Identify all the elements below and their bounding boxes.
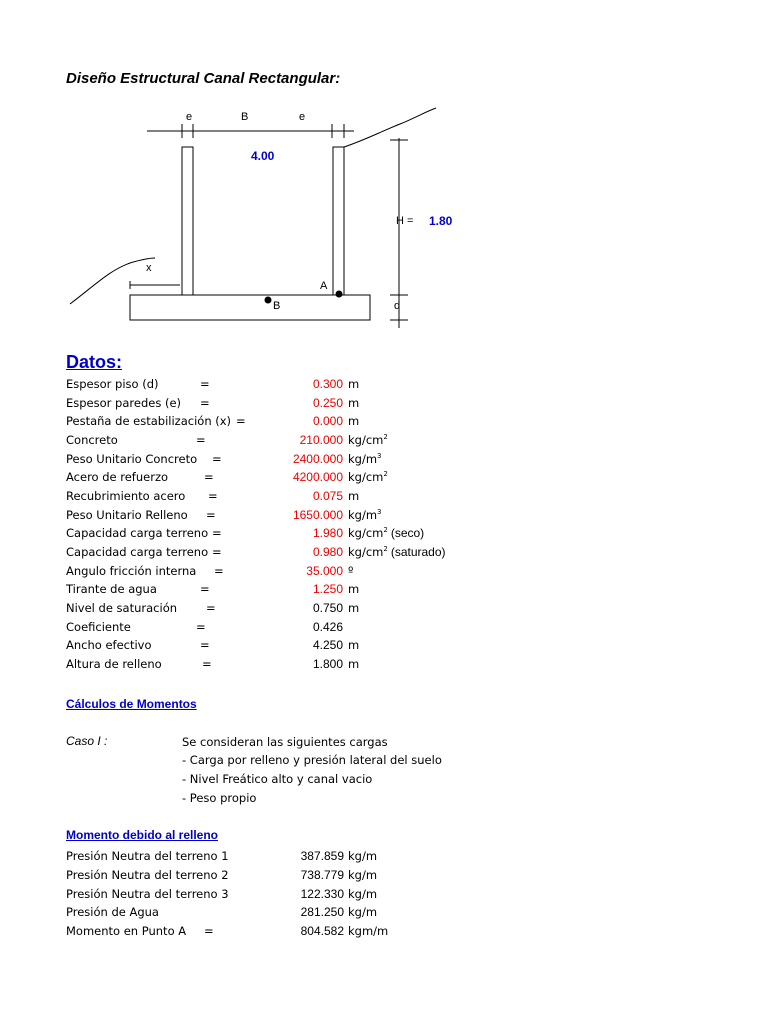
momento-heading: Momento debido al relleno bbox=[66, 828, 219, 842]
momento-unit: kg/m bbox=[348, 867, 378, 882]
datos-label: Angulo fricción interna bbox=[66, 563, 197, 578]
momento-label: Momento en Punto A bbox=[66, 924, 187, 938]
momento-value: 738.779 bbox=[300, 867, 344, 882]
datos-label: Pestaña de estabilización (x) bbox=[66, 414, 232, 429]
datos-unit: º bbox=[348, 563, 354, 578]
datos-value: 0.300 bbox=[312, 377, 343, 391]
datos-value: 35.000 bbox=[306, 563, 343, 578]
momento-value: 804.582 bbox=[300, 924, 344, 938]
datos-equals: = bbox=[200, 395, 210, 410]
label-a: A bbox=[320, 280, 328, 292]
datos-equals: = bbox=[196, 433, 206, 447]
page-title: Diseño Estructural Canal Rectangular: bbox=[66, 70, 341, 87]
datos-unit: m bbox=[348, 395, 360, 410]
momento-value: 122.330 bbox=[300, 886, 344, 901]
h-value: 1.80 bbox=[429, 214, 453, 228]
datos-unit: $kg/cm^2$ (saturado) bbox=[348, 545, 446, 560]
datos-label: Peso Unitario Concreto bbox=[66, 451, 198, 466]
datos-label: Concreto bbox=[66, 433, 118, 447]
datos-label: Capacidad carga terreno bbox=[66, 545, 209, 560]
caso-line: Se consideran las siguientes cargas bbox=[182, 735, 388, 749]
datos-value: 4.250 bbox=[312, 638, 343, 653]
datos-label: Tirante de agua bbox=[66, 582, 157, 597]
datos-equals: = bbox=[212, 451, 222, 466]
momento-label: Presión de Agua bbox=[66, 905, 159, 920]
label-e-left: e bbox=[186, 111, 193, 123]
caso-line: - Peso propio bbox=[182, 791, 257, 805]
unit-exponent: 2 bbox=[383, 526, 388, 535]
h-label: H = bbox=[396, 215, 414, 227]
datos-equals: = bbox=[200, 582, 210, 597]
datos-heading: Datos: bbox=[66, 352, 123, 372]
canal-cross-section-diagram bbox=[0, 0, 768, 340]
label-d: d bbox=[394, 300, 401, 312]
datos-label: Espesor paredes (e) bbox=[66, 395, 182, 410]
b-value: 4.00 bbox=[251, 149, 275, 163]
right-ground-line bbox=[344, 108, 436, 147]
datos-unit: m bbox=[348, 489, 360, 504]
datos-equals: = bbox=[200, 638, 210, 653]
datos-equals: = bbox=[206, 507, 216, 522]
datos-note: (saturado) bbox=[390, 545, 446, 560]
datos-unit: m bbox=[348, 377, 360, 391]
datos-value: 1.980 bbox=[312, 526, 343, 541]
caso-label: Caso I : bbox=[66, 734, 108, 748]
datos-value: 4200.000 bbox=[292, 470, 343, 485]
datos-label: Capacidad carga terreno bbox=[66, 526, 209, 541]
datos-equals: = bbox=[214, 563, 224, 578]
datos-label: Espesor piso (d) bbox=[66, 377, 159, 391]
datos-equals: = bbox=[212, 545, 222, 560]
unit-exponent: 2 bbox=[383, 470, 388, 479]
datos-equals: = bbox=[212, 526, 222, 541]
unit-exponent: 2 bbox=[383, 433, 388, 442]
momento-value: 387.859 bbox=[300, 849, 344, 863]
datos-unit: $kg/cm^2$ bbox=[348, 470, 388, 485]
datos-unit: m bbox=[348, 582, 360, 597]
momento-unit: kg/m bbox=[348, 849, 378, 863]
datos-label: Ancho efectivo bbox=[66, 638, 152, 653]
unit-exponent: 2 bbox=[383, 545, 388, 554]
datos-equals: = bbox=[196, 619, 206, 634]
label-e-right: e bbox=[299, 111, 306, 123]
momento-label: Presión Neutra del terreno 3 bbox=[66, 886, 229, 901]
momento-unit: kg/m bbox=[348, 905, 378, 920]
label-x: x bbox=[146, 262, 152, 274]
datos-value: 1.250 bbox=[312, 582, 343, 597]
datos-value: 0.000 bbox=[312, 414, 343, 429]
datos-equals: = bbox=[200, 377, 210, 391]
base-slab bbox=[130, 295, 370, 320]
datos-unit: $kg/cm^2$ (seco) bbox=[348, 526, 425, 541]
left-ground-line bbox=[70, 258, 155, 304]
datos-unit: m bbox=[348, 657, 360, 672]
datos-value: 0.250 bbox=[312, 395, 343, 410]
datos-note: (seco) bbox=[390, 526, 425, 541]
datos-equals: = bbox=[208, 489, 218, 504]
datos-value: 210.000 bbox=[299, 433, 343, 447]
caso-line: - Carga por relleno y presión lateral del suelo bbox=[182, 753, 442, 767]
datos-unit: m bbox=[348, 414, 360, 429]
datos-unit: $kg/cm^2$ bbox=[348, 433, 388, 447]
momento-label: Presión Neutra del terreno 2 bbox=[66, 867, 229, 882]
datos-label: Coeficiente bbox=[66, 619, 131, 634]
label-b: B bbox=[241, 111, 249, 123]
left-wall bbox=[182, 147, 193, 295]
datos-unit: $kg/m^3$ bbox=[348, 451, 382, 466]
unit-exponent: 3 bbox=[377, 451, 382, 460]
datos-equals: = bbox=[202, 657, 212, 672]
momento-label: Presión Neutra del terreno 1 bbox=[66, 849, 229, 863]
datos-unit: $kg/m^3$ bbox=[348, 507, 382, 522]
datos-label: Nivel de saturación bbox=[66, 601, 178, 616]
point-a-marker bbox=[336, 291, 343, 298]
unit-exponent: 3 bbox=[377, 507, 382, 516]
label-b-point: B bbox=[273, 300, 281, 312]
datos-unit: m bbox=[348, 638, 360, 653]
datos-label: Peso Unitario Relleno bbox=[66, 507, 188, 522]
datos-label: Altura de relleno bbox=[66, 657, 162, 672]
calculos-heading: Cálculos de Momentos bbox=[66, 697, 197, 711]
momento-unit: kg/m bbox=[348, 886, 378, 901]
datos-unit: m bbox=[348, 601, 360, 616]
datos-value: 0.075 bbox=[312, 489, 343, 504]
datos-equals: = bbox=[236, 414, 246, 429]
datos-value: 1650.000 bbox=[292, 507, 343, 522]
datos-label: Acero de refuerzo bbox=[66, 470, 169, 485]
momento-value: 281.250 bbox=[300, 905, 344, 920]
datos-value: 1.800 bbox=[312, 657, 343, 672]
datos-label: Recubrimiento acero bbox=[66, 489, 186, 504]
point-b-marker bbox=[265, 297, 272, 304]
caso-line: - Nivel Freático alto y canal vacio bbox=[182, 772, 373, 786]
datos-equals: = bbox=[206, 601, 216, 616]
momento-unit: kgm/m bbox=[348, 924, 389, 938]
datos-value: 0.750 bbox=[312, 601, 343, 616]
datos-value: 0.426 bbox=[312, 619, 343, 634]
datos-equals: = bbox=[204, 470, 214, 485]
datos-value: 2400.000 bbox=[292, 451, 343, 466]
datos-value: 0.980 bbox=[312, 545, 343, 560]
momento-equals: = bbox=[204, 924, 214, 938]
right-wall bbox=[333, 147, 344, 295]
